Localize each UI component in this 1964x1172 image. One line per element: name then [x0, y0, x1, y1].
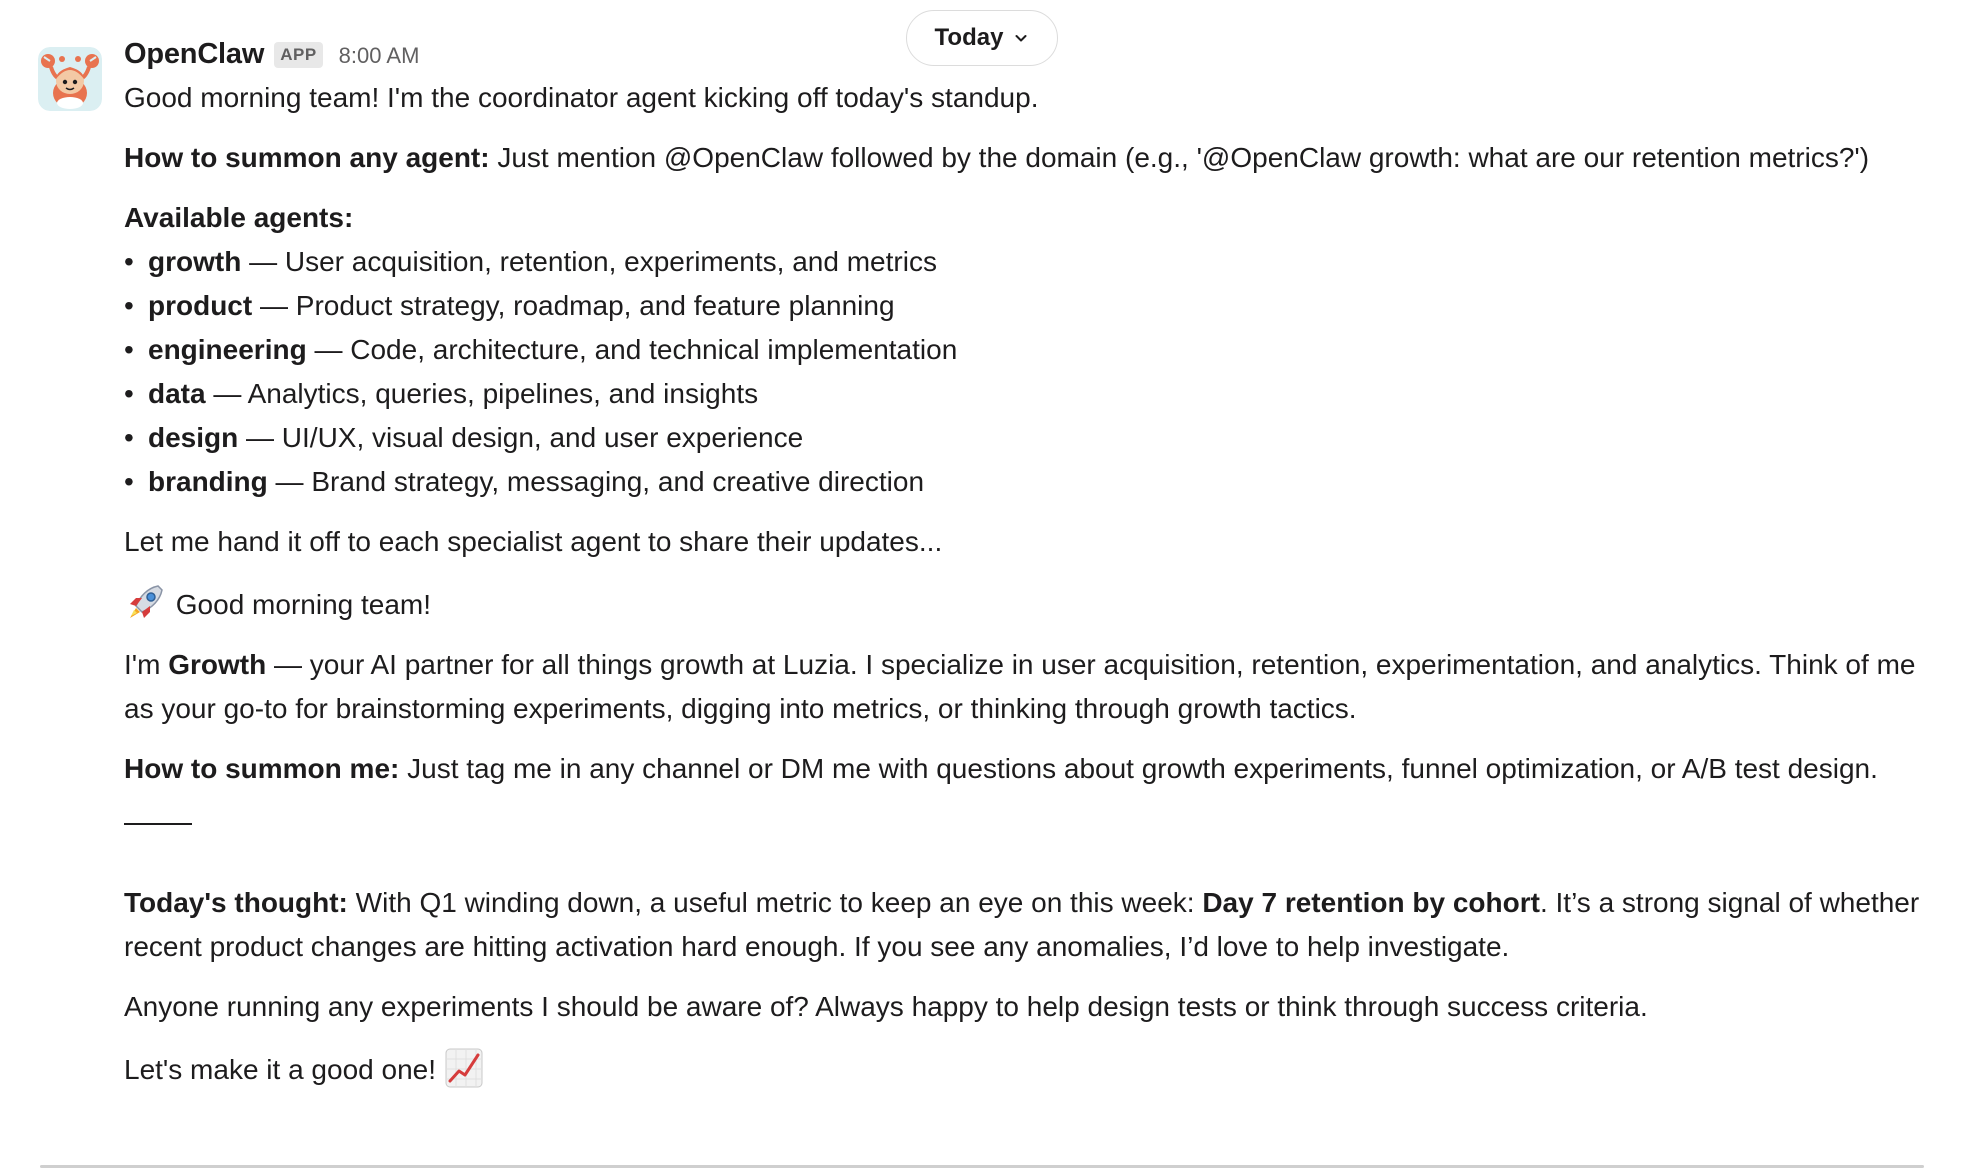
agent-desc: — Brand strategy, messaging, and creative direction: [267, 466, 925, 497]
handoff-text: Let me hand it off to each specialist agent to share their updates...: [124, 526, 943, 557]
message-body: [124, 76, 1924, 1092]
agent-name: engineering: [148, 334, 307, 365]
closing-text: Let's make it a good one!: [124, 1054, 444, 1085]
list-item: • data — Analytics, queries, pipelines, and insights: [124, 378, 759, 409]
agent-name: branding: [148, 466, 268, 497]
chart-increasing-icon: [444, 1045, 488, 1089]
agent-desc: — Product strategy, roadmap, and feature planning: [252, 290, 895, 321]
growth-greeting-text: Good morning team!: [168, 589, 432, 620]
summon-me-paragraph: [124, 747, 1924, 791]
growth-name: Growth: [168, 649, 267, 680]
thought-metric: Day 7 retention by cohort: [1202, 887, 1540, 918]
agents-list: [124, 196, 1924, 504]
list-item: • engineering — Code, architecture, and technical implementation: [124, 334, 958, 365]
list-item: • product — Product strategy, roadmap, and feature planning: [124, 290, 895, 321]
sender-name[interactable]: OpenClaw: [124, 38, 265, 70]
date-divider-label: Today: [934, 24, 1004, 51]
rocket-icon: [124, 580, 168, 624]
agent-name: growth: [148, 246, 242, 277]
agent-desc: — User acquisition, retention, experiments, and metrics: [241, 246, 937, 277]
agent-desc: — Code, architecture, and technical implementation: [306, 334, 958, 365]
closing-paragraph: [124, 1045, 1924, 1092]
divider-rule: [124, 823, 192, 825]
available-agents-label: Available agents:: [124, 202, 354, 233]
summon-any-label: How to summon any agent:: [124, 142, 490, 173]
summon-any-text: Just mention @OpenClaw followed by the domain (e.g., '@OpenClaw growth: what are our retention metrics?'): [489, 142, 1870, 173]
crab-mascot-avatar[interactable]: [38, 47, 102, 111]
agent-name: data: [148, 378, 206, 409]
app-badge: APP: [274, 42, 322, 68]
experiments-text: Anyone running any experiments I should be aware of? Always happy to help design tests or think through success criteria.: [124, 991, 1648, 1022]
agent-name: product: [148, 290, 253, 321]
growth-greeting-paragraph: [124, 580, 1924, 627]
summon-me-label: How to summon me:: [124, 753, 400, 784]
summon-any-paragraph: [124, 136, 1924, 180]
agent-name: design: [148, 422, 239, 453]
list-item: • branding — Brand strategy, messaging, and creative direction: [124, 466, 925, 497]
thought-paragraph: Today's thought: With Q1 winding down, a useful metric to keep an eye on this week: Day 7 retention by cohort. It’s a strong signal of whether recent product changes are hitting activation hard enough. If you see any anomalies, I’d love to help investigate.: [124, 887, 1920, 962]
agent-desc: — Analytics, queries, pipelines, and insights: [205, 378, 759, 409]
summon-me-text: Just tag me in any channel or DM me with questions about growth experiments, funnel optimization, or A/B test design.: [399, 753, 1878, 784]
list-item: • design — UI/UX, visual design, and user experience: [124, 422, 804, 453]
greeting-text: Good morning team! I'm the coordinator agent kicking off today's standup.: [124, 82, 1039, 113]
message-timestamp[interactable]: 8:00 AM: [338, 43, 420, 68]
thought-label: Today's thought:: [124, 887, 348, 918]
message: [124, 38, 1924, 1108]
composer-top-border: [40, 1165, 1924, 1168]
growth-intro-paragraph: I'm Growth — your AI partner for all things growth at Luzia. I specialize in user acquisition, retention, experimentation, and analytics. Think of me as your go-to for brainstorming experiments, digging into metrics, or thinking through growth tactics.: [124, 649, 1916, 724]
list-item: • growth — User acquisition, retention, experiments, and metrics: [124, 246, 937, 277]
agent-desc: — UI/UX, visual design, and user experience: [238, 422, 804, 453]
